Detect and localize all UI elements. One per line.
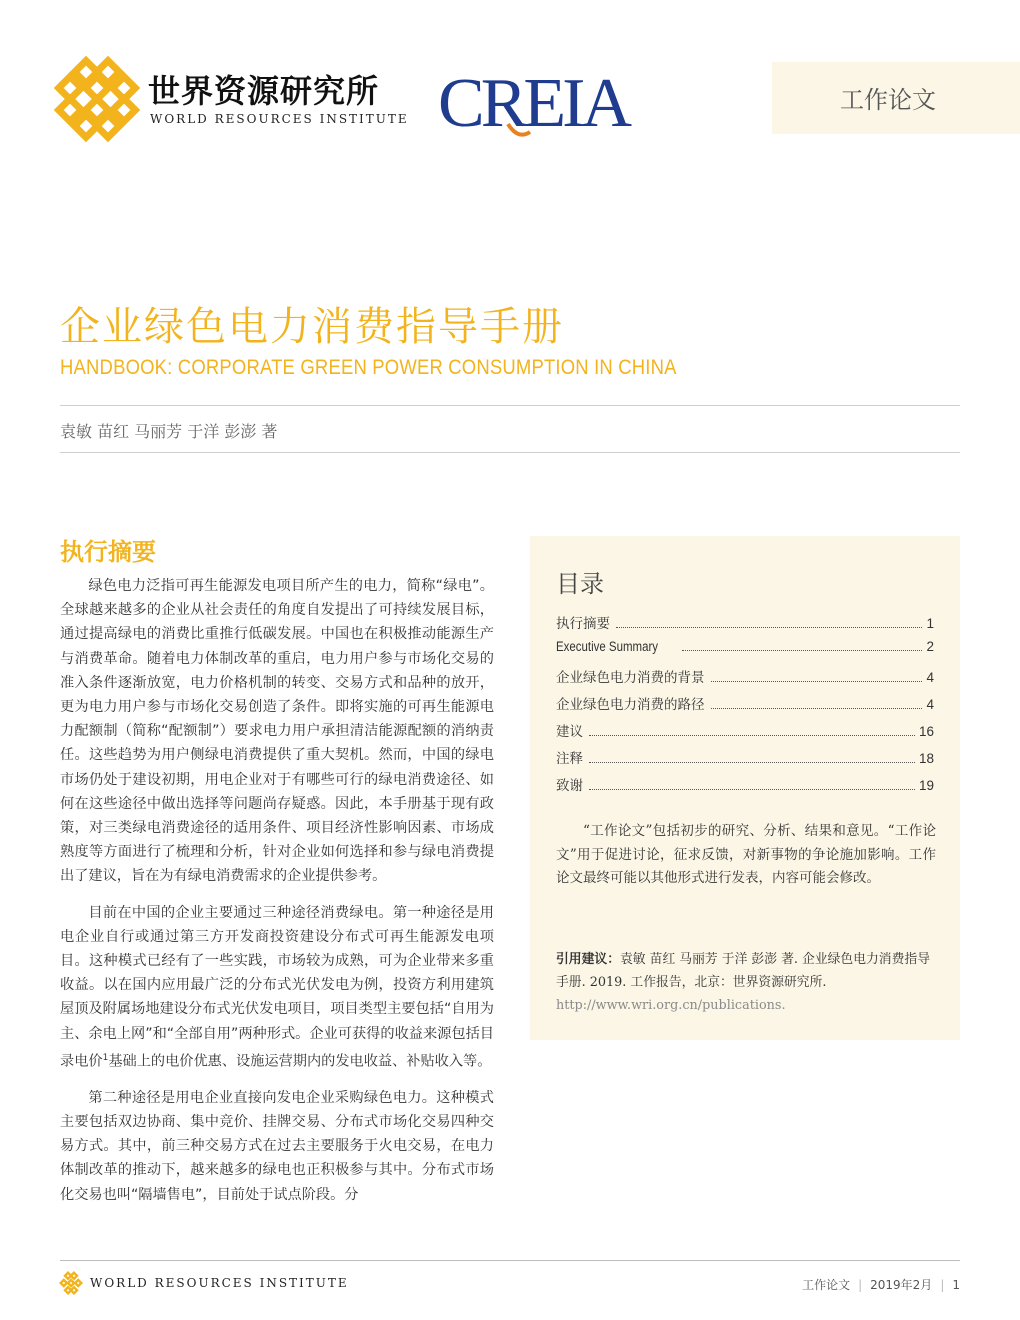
page-subtitle-en: HANDBOOK: CORPORATE GREEN POWER CONSUMPTION IN CHINA bbox=[60, 356, 677, 379]
paragraph: 第二种途径是用电企业直接向发电企业采购绿色电力。这种模式主要包括双边协商、集中竞价、挂牌交易、分布式市场化交易四种交易方式。其中，前三种交易方式在过去主要服务于火电交易，在电力体制改革的推动下，越来越多的绿电也正积极参与其中。分布式市场化交易也叫“隔墙售电”，目前处于试点阶段。分 bbox=[60, 1089, 494, 1203]
sidebar-box bbox=[530, 536, 960, 1040]
document-type-label: 工作论文 bbox=[840, 86, 936, 114]
toc-item[interactable] bbox=[556, 612, 934, 639]
paragraph-text: 基础上的电价优惠、设施运营期内的发电收益、补贴收入等。 bbox=[108, 1053, 492, 1070]
toc-item-page: 19 bbox=[918, 778, 934, 793]
document-type-badge bbox=[772, 62, 1020, 134]
page-title: 企业绿色电力消费指导手册 bbox=[60, 304, 564, 350]
table-of-contents bbox=[556, 612, 934, 801]
toc-leader bbox=[589, 761, 915, 763]
creia-logo bbox=[438, 62, 628, 142]
footer-date: 2019年2月 bbox=[870, 1278, 933, 1292]
paragraph-text: 目前在中国的企业主要通过三种途径消费绿电。第一种途径是用电企业自行或通过第三方开发商投资建设分布式可再生能源发电项目。这种模式已经有了一些实践，市场较为成熟，可为企业带来多重收益。以在国内应用最广泛的分布式光伏发电为例，投资方利用建筑屋顶及附属场地建设分布式光伏发电项目，项目类型主要包括“自用为主、余电上网”和“全部自用”两种形式。企业可获得的收益来源包括目录电价 bbox=[60, 904, 494, 1070]
section-heading: 执行摘要 bbox=[60, 538, 156, 566]
toc-leader bbox=[589, 734, 915, 736]
toc-item-label: 企业绿色电力消费的路径 bbox=[556, 697, 705, 713]
divider bbox=[60, 405, 960, 406]
divider bbox=[60, 452, 960, 453]
toc-item[interactable] bbox=[556, 720, 934, 747]
wri-logo-small-icon bbox=[60, 1272, 82, 1294]
creia-logo-text: CREIA bbox=[438, 65, 628, 142]
footnote-mark[interactable]: 1 bbox=[102, 1052, 109, 1063]
toc-leader bbox=[589, 788, 915, 790]
toc-item-page: 4 bbox=[926, 697, 934, 712]
toc-item-label: 企业绿色电力消费的背景 bbox=[556, 670, 705, 686]
toc-item-page: 1 bbox=[926, 616, 934, 631]
org-name-en: WORLD RESOURCES INSTITUTE bbox=[150, 112, 409, 126]
toc-item[interactable] bbox=[556, 693, 934, 720]
toc-item-label: 执行摘要 bbox=[556, 616, 610, 632]
toc-item[interactable] bbox=[556, 639, 934, 666]
paragraph: 绿色电力泛指可再生能源发电项目所产生的电力，简称“绿电”。全球越来越多的企业从社会责任的角度自发提出了可持续发展目标，通过提高绿电的消费比重推行低碳发展。中国也在积极推动能源生产与消费革命。随着电力体制改革的重启，电力用户参与市场化交易的准入条件逐渐放宽，电力价格机制的转变、交易方式和品种的放开，更为电力用户参与市场化交易创造了条件。即将实施的可再生能源电力配额制（简称“配额制”）要求电力用户承担清洁能源配额的消纳责任。这些趋势为用户侧绿电消费提供了重大契机。然而，中国的绿电市场仍处于建设初期，用电企业对于有哪些可行的绿电消费途径、如何在这些途径中做出选择等问题尚存疑惑。因此，本手册基于现有政策，对三类绿电消费途径的适用条件、项目经济性影响因素、市场成熟度等方面进行了梳理和分析，针对企业如何选择和参与绿电消费提出了建议，旨在为有绿电消费需求的企业提供参考。 bbox=[60, 578, 494, 885]
footer-divider bbox=[60, 1260, 960, 1261]
paragraph bbox=[60, 901, 494, 1074]
toc-item-label: Executive Summary bbox=[556, 639, 659, 654]
citation-link[interactable]: http://www.wri.org.cn/publications. bbox=[556, 998, 786, 1013]
toc-item-label: 致谢 bbox=[556, 778, 583, 794]
toc-item[interactable] bbox=[556, 666, 934, 693]
toc-item[interactable] bbox=[556, 747, 934, 774]
toc-item-page: 16 bbox=[918, 724, 934, 739]
footer-org-name: WORLD RESOURCES INSTITUTE bbox=[90, 1276, 349, 1290]
toc-item-page: 4 bbox=[926, 670, 934, 685]
toc-heading: 目录 bbox=[556, 570, 604, 598]
citation bbox=[556, 948, 936, 1017]
page-number: 1 bbox=[952, 1278, 960, 1292]
citation-text: 袁敏 苗红 马丽芳 于洋 彭澎 著. 企业绿色电力消费指导手册. 2019. 工作报告，北京：世界资源研究所. bbox=[556, 952, 930, 990]
body-text bbox=[60, 574, 494, 1219]
toc-item-page: 2 bbox=[926, 639, 934, 654]
toc-leader bbox=[682, 649, 922, 651]
footer-separator: | bbox=[858, 1278, 863, 1292]
working-paper-note: “工作论文”包括初步的研究、分析、结果和意见。“工作论文”用于促进讨论，征求反馈，对新事物的争论施加影响。工作论文最终可能以其他形式进行发表，内容可能会修改。 bbox=[556, 823, 936, 886]
toc-leader bbox=[711, 707, 923, 709]
toc-item[interactable] bbox=[556, 774, 934, 801]
toc-leader bbox=[616, 626, 922, 628]
toc-item-label: 建议 bbox=[556, 724, 583, 740]
org-name-cn: 世界资源研究所 bbox=[148, 72, 380, 110]
authors: 袁敏 苗红 马丽芳 于洋 彭澎 著 bbox=[60, 422, 278, 441]
wri-logo-icon bbox=[56, 58, 138, 140]
toc-item-page: 18 bbox=[918, 751, 934, 766]
citation-label: 引用建议： bbox=[556, 952, 620, 967]
footer-meta bbox=[802, 1276, 960, 1293]
toc-leader bbox=[711, 680, 923, 682]
footer-doc-type: 工作论文 bbox=[802, 1278, 851, 1292]
footer-separator: | bbox=[940, 1278, 945, 1292]
toc-item-label: 注释 bbox=[556, 751, 583, 767]
